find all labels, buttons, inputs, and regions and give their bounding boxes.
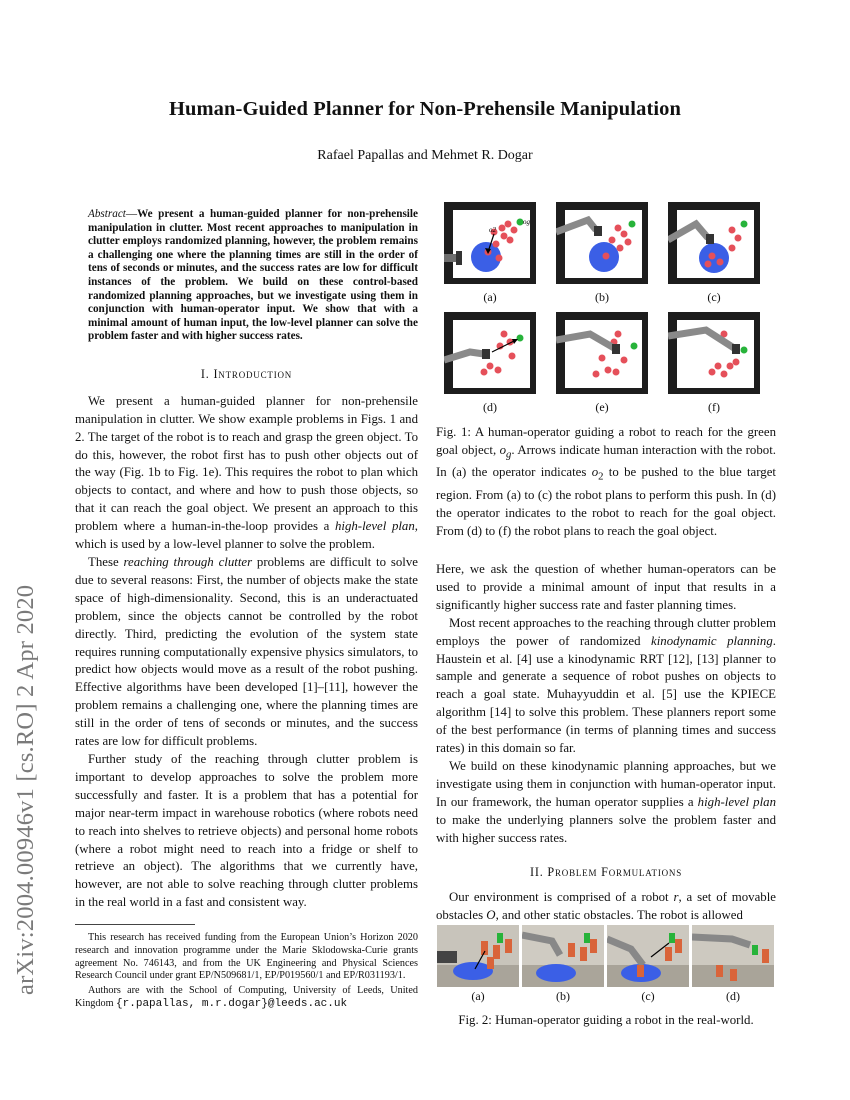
real-world-photo — [437, 925, 519, 987]
math-subscript: 2 — [598, 470, 604, 483]
text-run: We present a human-guided planner for non-prehensile manipulation in clutter. We show example problems in Figs. 1 and 2. The target of the robot is to reach and grasp the green object. To do this, however, the robot first has to push other objects out of the way (Fig. 1b to Fig. 1e). This requires the robot to plan which objects to contact, and where and how to push those objects, so that it can reach the goal object. We present an approach to this problem where a human-in-the-loop provides a — [75, 393, 418, 534]
section-number: II. — [529, 864, 548, 879]
simulation-scene — [556, 202, 648, 284]
text-run: problems are difficult to solve due to several reasons: First, the number of objects make the state space of high-dimensionality. Second, this is an underactuated problem, since the objects cannot be controlled by the robot directly. Third, predicting the evolution of the system state requires running computationally expensive physics simulators, to predict how objects would move as a result of the robot pushing. Effective algorithms have been developed [1]–[11], however the problem remains a challenging one, where the planning times are still in the order of tens of seconds or minutes, and the success rates are low for difficult problems. — [75, 555, 418, 749]
section-heading-intro — [75, 366, 418, 384]
problem-paragraph-1 — [436, 889, 776, 925]
fig1-o2-mark: o2 — [489, 226, 496, 234]
real-world-photo — [692, 925, 774, 987]
affiliation-footnote — [75, 985, 418, 1011]
emphasis: high-level plan — [697, 794, 776, 809]
goal-object — [517, 335, 524, 342]
section-title: Problem Formulations — [547, 864, 683, 879]
figure-1 — [442, 202, 742, 417]
abstract-dash: — — [125, 208, 138, 220]
paper-authors: Rafael Papallas and Mehmet R. Dogar — [317, 148, 533, 163]
text-run: These — [88, 555, 124, 569]
abstract-label: Abstract — [88, 208, 126, 220]
fig1-label-d: (d) — [483, 400, 497, 414]
section-heading-problem — [436, 864, 776, 882]
arxiv-identifier: arXiv:2004.00946v1 [cs.RO] 2 Apr 2020 — [12, 584, 39, 995]
section-title: Introduction — [213, 366, 293, 381]
fig2-photo-c — [607, 925, 689, 987]
text-run: to make the underlying planners solve the problem faster and with higher success rates. — [436, 812, 776, 845]
real-world-photo — [607, 925, 689, 987]
fig1-panel-f — [668, 312, 760, 394]
fig1-panel-a — [444, 202, 536, 284]
paper-title: Human-Guided Planner for Non-Prehensile Manipulation — [168, 98, 682, 120]
text-run: . Arrows indicate human interaction with the robot. In (a) the operator indicates — [436, 442, 776, 480]
footnote-divider — [75, 924, 195, 925]
abstract — [88, 208, 418, 344]
simulation-scene — [668, 312, 760, 394]
robot-arm — [444, 254, 458, 262]
section-number: I. — [200, 366, 214, 381]
caption-label: Fig. 1: — [436, 425, 471, 439]
fig1-label-b: (b) — [595, 290, 609, 304]
right-paragraph-1: Here, we ask the question of whether human-operators can be used to provide a minimal amount of input that results in a significantly higher success rate and faster planning times. — [436, 562, 776, 612]
fig2-label-c: (c) — [641, 989, 655, 1003]
fig1-panel-b — [556, 202, 648, 284]
text-run: to be pushed to the blue target region. From (a) to (c) the robot plans to perform this push. In (d) the operator indicates to the robot to reach for the goal object. From (d) to (f) the robot plans to reach the goal object. — [436, 465, 776, 538]
simulation-scene — [444, 312, 536, 394]
emphasis: high-level plan — [334, 519, 415, 534]
text-run: , a set of movable obstacles — [436, 890, 776, 923]
math-symbol: o — [591, 465, 599, 480]
text-run: Most recent approaches to the reaching through clutter problem employs the power of randomized — [436, 615, 776, 648]
intro-paragraph-2 — [75, 554, 418, 751]
math-symbol: o — [499, 442, 507, 457]
fig2-label-d: (d) — [726, 989, 740, 1003]
fig1-label-a: (a) — [483, 290, 497, 304]
footnotes — [75, 932, 418, 1013]
simulation-scene — [556, 312, 648, 394]
abstract-text: We present a human-guided planner for non-prehensile manipulation in clutter. Most recent approaches to manipulation in clutter employs randomized planning, however, the problem remains a challenging one where the planning times are still in the order of tens of seconds or minutes, and the success rates are low for difficult instances of the problem. We build on these control-based randomized planning approaches, but we investigate using them in conjunction with human-operator input. We show that with a minimal amount of human input, the low-level planner can solve the problem faster and with higher success rates. — [88, 208, 418, 343]
text-run: A human-operator guiding a robot to reach for the green goal object, — [436, 425, 776, 457]
simulation-scene — [668, 202, 760, 284]
fig1-og-mark: og — [523, 218, 530, 226]
figure-2 — [437, 925, 777, 1005]
right-paragraph-2 — [436, 615, 776, 758]
right-column — [436, 561, 776, 925]
fig2-photo-b — [522, 925, 604, 987]
fig1-label-f: (f) — [708, 400, 720, 414]
fig2-label-a: (a) — [471, 989, 485, 1003]
fig2-label-b: (b) — [556, 989, 570, 1003]
math-subscript: g — [506, 448, 512, 461]
text-run: , which is used by a low-level planner to solve the problem. — [75, 519, 418, 552]
fig1-caption — [436, 424, 776, 541]
simulation-scene — [444, 202, 536, 284]
goal-object — [741, 347, 748, 354]
fig1-panel-e — [556, 312, 648, 394]
right-paragraph-3 — [436, 758, 776, 848]
funding-footnote: This research has received funding from the European Union’s Horizon 2020 research and innovation programme under the Marie Sklodowska-Curie grants agreement No. 746143, and from the UK Engineering and Physical Sciences Research Council under grant EP/N509681/1, EP/P019560/1 and EP/R031193/1. — [75, 932, 418, 982]
goal-object — [629, 221, 636, 228]
fig1-panel-c — [668, 202, 760, 284]
fig2-caption: Fig. 2: Human-operator guiding a robot in the real-world. — [458, 1013, 754, 1027]
text-run: , and other static obstacles. The robot is allowed — [495, 908, 743, 923]
real-world-photo — [522, 925, 604, 987]
text-run: Our environment is comprised of a robot — [449, 890, 674, 905]
goal-object — [741, 221, 748, 228]
left-column — [75, 208, 418, 912]
intro-paragraph-1 — [75, 393, 418, 554]
intro-paragraph-3: Further study of the reaching through clutter problem is important to develop approaches to solve the problem more successfully and faster. It is a problem that has a potential for major near-term impact in warehouse robotics (where robots need to reach into shelves to retrieve objects) and personal home robots (where a robot might need to reach into a fridge or shelf to retrieve an object). The algorithms that we currently have, however, are not able to solve reaching through clutter problems in the real world in a fast and consistent way. — [75, 751, 418, 910]
math-symbol: r — [673, 890, 679, 905]
fig2-photo-d — [692, 925, 774, 987]
goal-object — [631, 343, 638, 350]
text-run: . Haustein et al. [4] use a kinodynamic RRT [12], [13] planner to sample and generate a sequence of robot pushes on objects to reach a goal state. Muhayyuddin et al. [5] use the KPIECE algorithm [14] to solve this problem. These planners report some of the best performance (in terms of planning times and success rates) in this domain so far. — [436, 633, 776, 756]
author-emails: {r.papallas, m.r.dogar}@leeds.ac.uk — [116, 997, 348, 1010]
emphasis: reaching through clutter — [123, 555, 253, 569]
emphasis: kinodynamic planning — [651, 633, 773, 648]
math-symbol: O — [486, 908, 496, 923]
fig1-label-c: (c) — [707, 290, 721, 304]
text-run: We build on these kinodynamic planning approaches, but we investigate using them in conjunction with human-operator input. In our framework, the human operator supplies a — [436, 758, 776, 809]
fig1-label-e: (e) — [595, 400, 609, 414]
fig1-panel-d — [444, 312, 536, 394]
robot-arm — [437, 951, 457, 963]
text-run: Authors are with the School of Computing, University of Leeds, United Kingdom — [75, 985, 418, 1009]
fig2-photo-a — [437, 925, 519, 987]
